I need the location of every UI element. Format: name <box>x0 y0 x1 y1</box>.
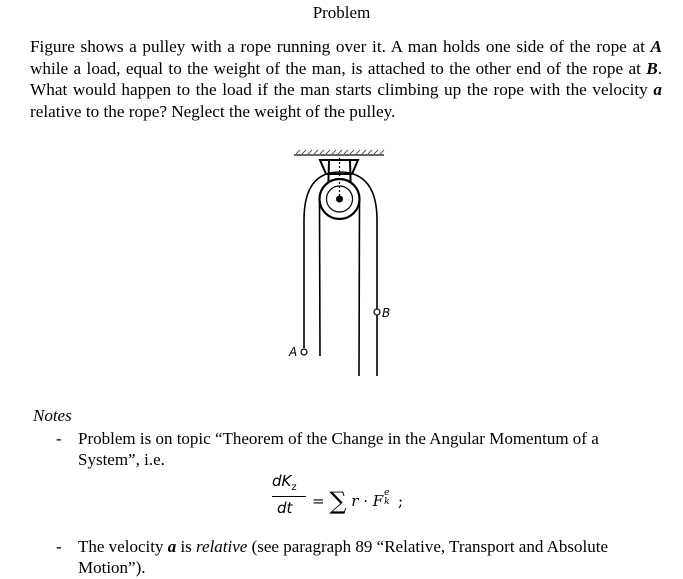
problem-text-part: relative to the rope? Neglect the weight of the pulley. <box>30 101 396 121</box>
velocity-a-symbol: a <box>167 537 177 556</box>
note-text-part: is <box>176 537 197 556</box>
ceiling <box>294 150 384 155</box>
note-text: Problem is on topic “Theorem of the Change in the Angular Momentum of a System”, i.e. <box>78 429 599 469</box>
problem-text-part: while a load, equal to the weight of the man, is attached to the other end of the rope at <box>30 58 647 78</box>
note-text-part: (see paragraph 89 “Relative, Transport and Absolute Motion”). <box>78 537 609 577</box>
fraction-bar <box>272 496 306 497</box>
velocity-a-symbol: a <box>653 80 662 99</box>
numerator-text: dK <box>272 472 292 490</box>
label-b: B <box>382 306 391 320</box>
pulley-diagram <box>280 148 400 384</box>
note-text-part: The velocity <box>78 537 168 556</box>
problem-text-part: Figure shows a pulley with a rope running over it. A man holds one side of the rope at <box>30 37 651 56</box>
formula-term: r · F <box>351 492 384 510</box>
fraction-denominator <box>277 499 292 517</box>
equals-sign: = <box>312 492 325 510</box>
label-a: A <box>289 345 298 359</box>
note-text <box>78 536 658 578</box>
page-title: Problem <box>312 3 371 22</box>
problem-text-part: . What would happen to the load if the man starts climbing up the rope with the velocity <box>30 58 662 99</box>
list-dash: - <box>56 537 62 556</box>
subscript-k: k <box>384 497 390 507</box>
sigma-symbol: ∑ <box>329 487 347 515</box>
notes-heading: Notes <box>33 406 72 425</box>
formula-indices <box>383 488 393 507</box>
formula-end: ; <box>397 492 404 510</box>
list-dash: - <box>56 429 62 448</box>
fraction-numerator <box>272 472 297 493</box>
relative-emphasis: relative <box>196 537 248 556</box>
angular-momentum-formula <box>270 472 470 524</box>
numerator-subscript: z <box>291 482 297 493</box>
denominator-text: dt <box>277 499 293 517</box>
point-a-symbol: A <box>650 37 662 56</box>
formula-rhs <box>312 484 404 515</box>
problem-statement <box>30 36 662 122</box>
pulley-figure <box>280 148 400 384</box>
superscript-e: e <box>384 488 390 498</box>
point-b-symbol: B <box>646 58 658 78</box>
